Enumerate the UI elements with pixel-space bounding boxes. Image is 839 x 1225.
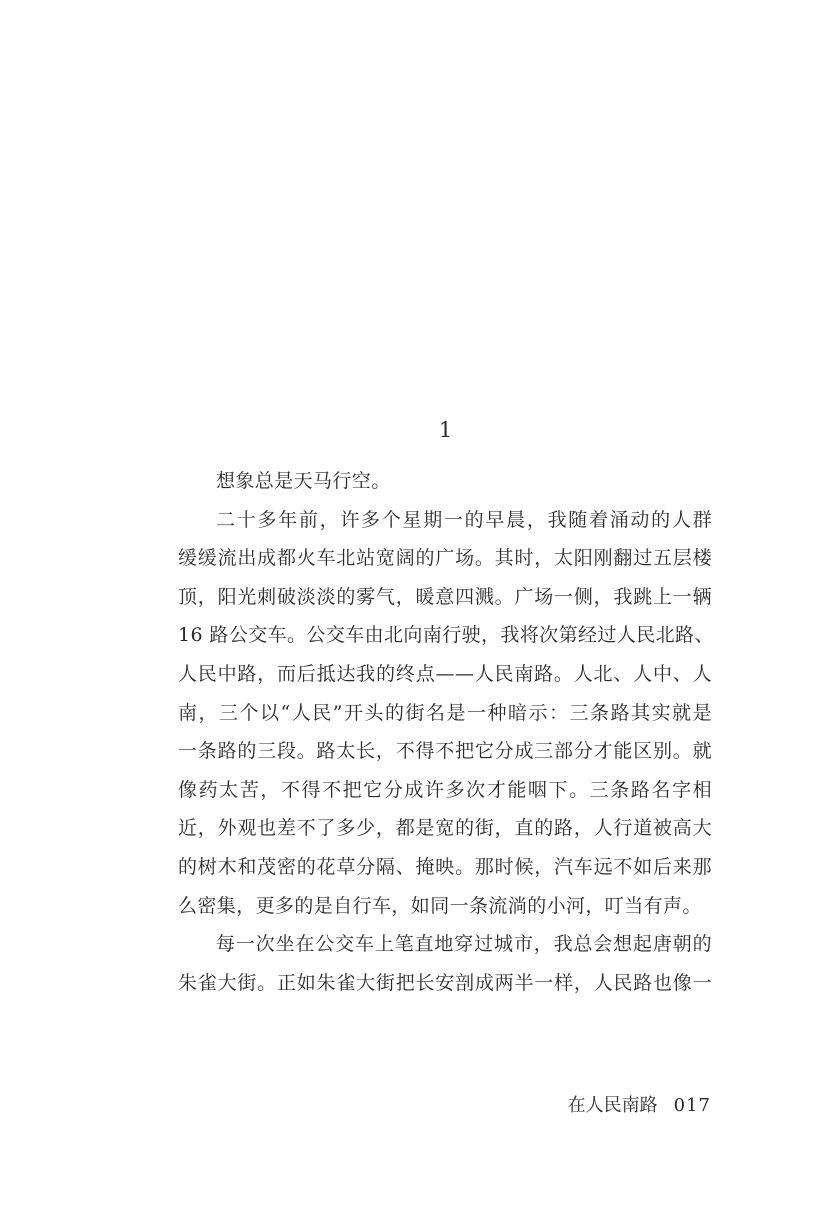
text-line: 16 路公交车。公交车由北向南行驶，我将次第经过人民北路、 [178,624,714,647]
text-line: 的树木和茂密的花草分隔、掩映。那时候，汽车远不如后来那 [178,855,712,878]
text-line: 缓缓流出成都火车北站宽阔的广场。其时，太阳刚翻过五层楼 [178,547,712,570]
text-line: 像药太苦，不得不把它分成许多次才能咽下。三条路名字相 [178,778,712,801]
text-line: 朱雀大街。正如朱雀大街把长安剖成两半一样，人民路也像一 [178,971,712,994]
text-line: 么密集，更多的是自行车，如同一条流淌的小河，叮当有声。 [178,894,702,917]
text-line: 二十多年前，许多个星期一的早晨，我随着涌动的人群 [216,508,712,531]
text-line: 近，外观也差不了多少，都是宽的街，直的路，人行道被高大 [178,817,712,840]
text-line: 顶，阳光刺破淡淡的雾气，暖意四溅。广场一侧，我跳上一辆 [178,585,712,608]
text-line: 人民中路，而后抵达我的终点——人民南路。人北、人中、人 [178,662,712,685]
paragraph [178,925,712,1002]
text-line: 一条路的三段。路太长，不得不把它分成三部分才能区别。就 [178,740,712,763]
text-line: 南，三个以“人民”开头的街名是一种暗示：三条路其实就是 [178,701,712,724]
section-number: 1 [438,418,453,442]
paragraph [178,501,712,926]
body-text [178,462,712,1002]
page-number: 017 [673,1095,711,1116]
text-line: 每一次坐在公交车上笔直地穿过城市，我总会想起唐朝的 [216,933,712,956]
paragraph [178,462,712,501]
running-title: 在人民南路 [567,1095,658,1116]
page-footer [568,1094,711,1118]
text-line: 想象总是天马行空。 [216,470,391,492]
